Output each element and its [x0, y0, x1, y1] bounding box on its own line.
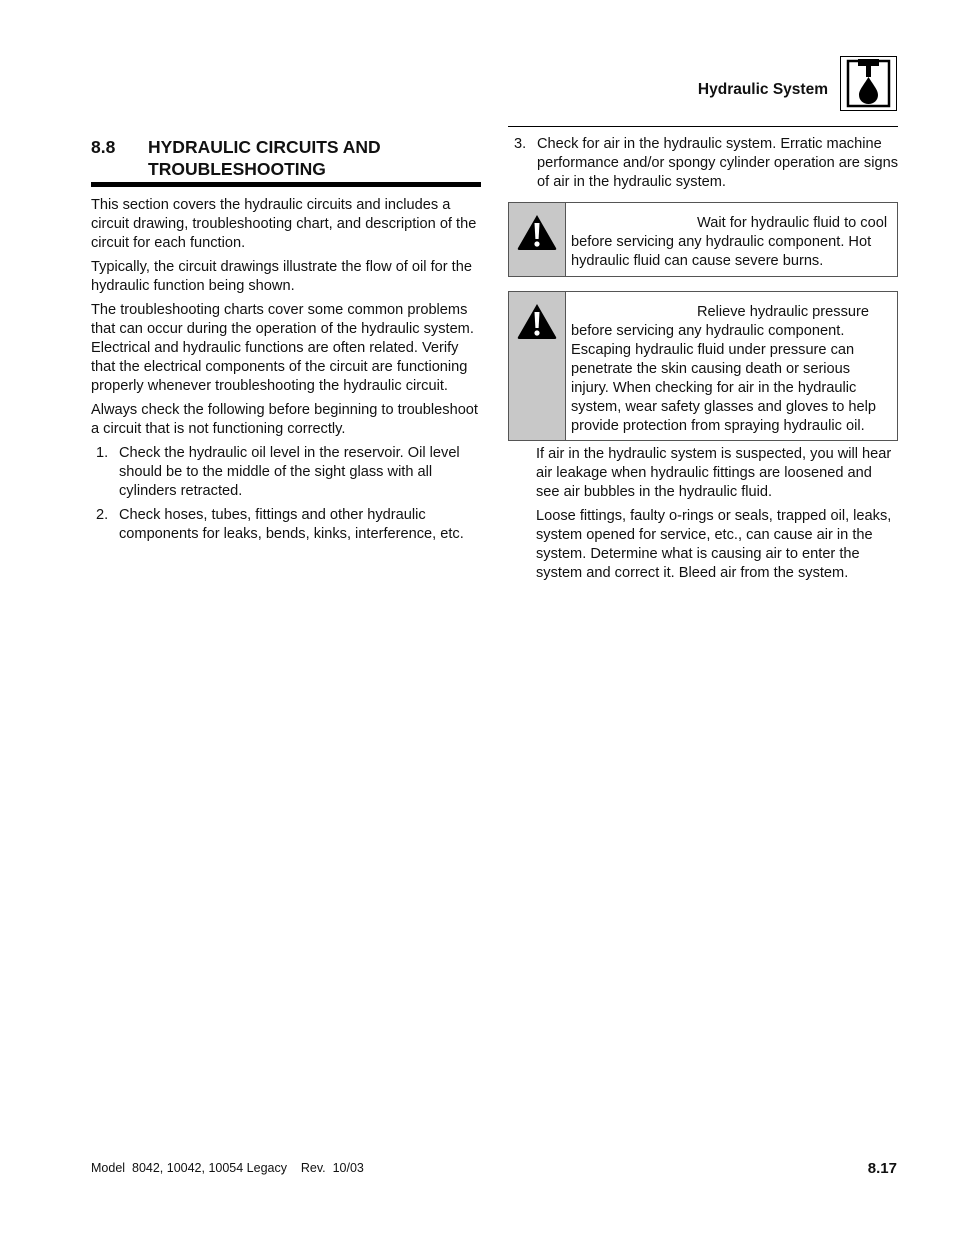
intro-paragraph: This section covers the hydraulic circuits and includes a circuit drawing, troubleshooting chart, and description of the circuit for each function. [91, 197, 477, 251]
warning-text [566, 292, 897, 440]
drawings-paragraph: Typically, the circuit drawings illustrate the flow of oil for the hydraulic function being shown. [91, 259, 472, 294]
header-rule [508, 126, 898, 127]
footer-model: Model 8042, 10042, 10054 Legacy Rev. 10/03 [91, 1161, 364, 1175]
hydraulic-fluid-icon [840, 56, 897, 111]
list-item [91, 506, 481, 544]
list-number: 3. [514, 136, 527, 152]
warning-triangle-icon [516, 302, 558, 340]
running-header-title: Hydraulic System [697, 81, 828, 98]
list-number: 1. [96, 445, 109, 461]
warning-triangle-icon [516, 213, 558, 251]
air-causes-paragraph: Loose fittings, faulty o-rings or seals, trapped oil, leaks, system opened for service, etc., can cause air in the system. Determine what is causing air to enter the system and correct it. Bleed air from the system. [536, 508, 892, 581]
list-item [508, 135, 898, 192]
section-number: 8.8 [91, 137, 116, 157]
right-column-paragraphs [536, 445, 898, 588]
page-number: 8.17 [867, 1160, 897, 1177]
left-column [91, 196, 481, 549]
list-text: Check for air in the hydraulic system. Erratic machine performance and/or spongy cylinder operation are signs of air in the hydraulic system. [537, 136, 898, 190]
warning-lead: Wait for hydraulic fluid to cool [697, 215, 888, 231]
always-check-paragraph: Always check the following before beginning to troubleshoot a circuit that is not functioning correctly. [91, 402, 478, 437]
charts-paragraph: The troubleshooting charts cover some common problems that can occur during the operation of the hydraulic system. Electrical and hydraulic functions are often related. Verify that the electrical components of the circuit are functioning properly whenever troubleshooting the hydraulic circuit. [91, 302, 474, 394]
warning-text [566, 203, 897, 276]
section-title: HYDRAULIC CIRCUITS AND TROUBLESHOOTING [148, 137, 381, 179]
warning-body: before servicing any hydraulic component. Hot hydraulic fluid can cause severe burns. [571, 234, 872, 269]
warning-box-hot-fluid [508, 202, 898, 277]
air-suspected-paragraph: If air in the hydraulic system is suspected, you will hear air leakage when hydraulic fittings are loosened and see air bubbles in the hydraulic fluid. [536, 446, 892, 500]
list-text: Check the hydraulic oil level in the reservoir. Oil level should be to the middle of the sight glass with all cylinders retracted. [119, 445, 460, 499]
warning-body: before servicing any hydraulic component. Escaping hydraulic fluid under pressure can penetrate the skin causing death or serious injury. When checking for air in the hydraulic system, wear safety glasses and gloves to help provide protection from spraying hydraulic oil. [571, 323, 877, 434]
warning-lead: Relieve hydraulic pressure [697, 304, 869, 320]
list-text: Check hoses, tubes, fittings and other hydraulic components for leaks, bends, kinks, interference, etc. [119, 507, 464, 542]
list-item [91, 444, 481, 501]
section-rule [91, 182, 481, 187]
warning-box-pressure [508, 291, 898, 441]
warning-side-panel [509, 292, 566, 440]
warning-side-panel [509, 203, 566, 276]
list-number: 2. [96, 507, 109, 523]
